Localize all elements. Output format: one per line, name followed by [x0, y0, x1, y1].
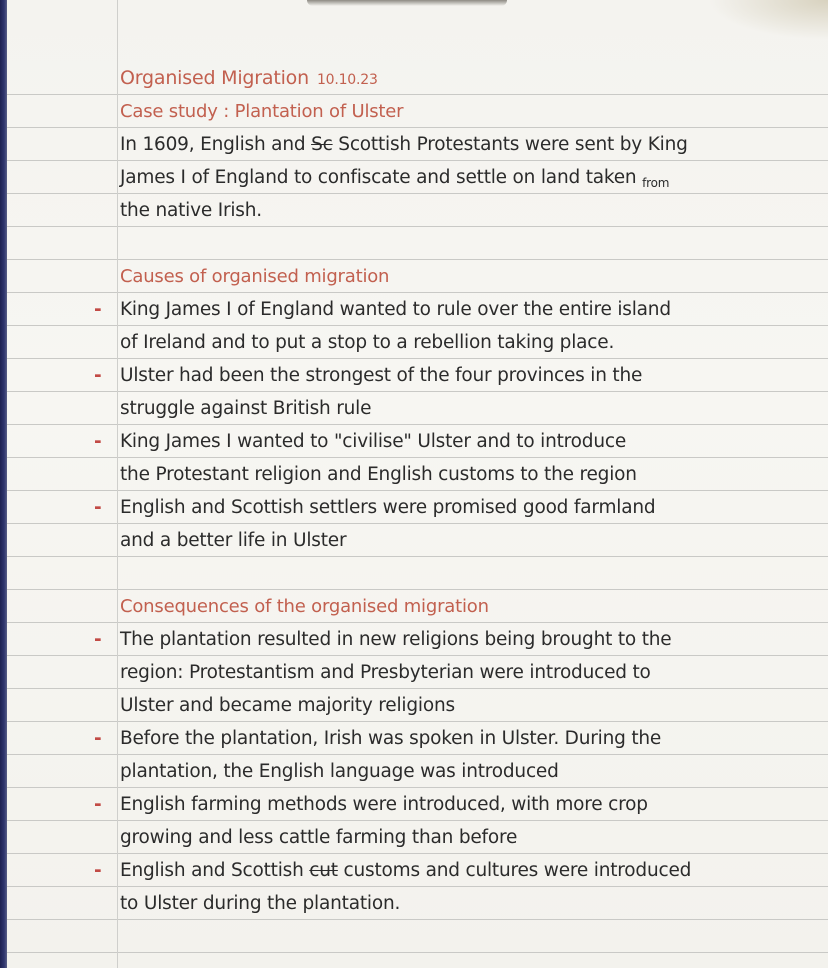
intro-text: Scottish Protestants were sent by King	[332, 134, 688, 155]
subtitle-label: Case study	[120, 101, 218, 122]
consequence-text: to Ulster during the plantation.	[120, 893, 401, 914]
cause-line	[120, 392, 825, 425]
consequences-list	[94, 623, 825, 920]
consequence-text: region: Protestantism and Presbyterian were introduced to	[120, 662, 651, 683]
consequence-line	[120, 689, 825, 722]
cause-item	[94, 293, 825, 359]
subtitle-line	[120, 95, 825, 128]
cause-item	[94, 359, 825, 425]
consequence-text: plantation, the English language was introduced	[120, 761, 559, 782]
consequence-text: The plantation resulted in new religions being brought to the	[120, 629, 672, 650]
dash-bullet: -	[94, 728, 102, 749]
cause-text: the Protestant religion and English customs to the region	[120, 464, 637, 485]
notebook-binding	[0, 0, 7, 968]
subtitle-value: Plantation of Ulster	[234, 101, 404, 122]
consequence-item	[94, 788, 825, 854]
intro-text: James I of England to confiscate and settle on land taken	[120, 167, 637, 188]
consequence-item	[94, 854, 825, 920]
cause-text: English and Scottish settlers were promised good farmland	[120, 497, 656, 518]
consequence-item	[94, 722, 825, 788]
spacer	[120, 557, 825, 590]
consequence-line	[94, 722, 825, 755]
cause-text: of Ireland and to put a stop to a rebellion taking place.	[120, 332, 615, 353]
intro-tail: from	[642, 176, 670, 190]
dash-bullet: -	[94, 365, 102, 386]
consequence-line	[94, 788, 825, 821]
intro-line-1	[120, 128, 825, 161]
consequence-line	[120, 821, 825, 854]
page-corner-shadow	[708, 0, 828, 40]
dash-bullet: -	[94, 629, 102, 650]
consequence-text: English and Scottish	[120, 860, 310, 881]
subtitle-separator: :	[217, 101, 235, 122]
consequence-text: customs and cultures were introduced	[337, 860, 692, 881]
consequence-item	[94, 623, 825, 722]
cause-line	[120, 458, 825, 491]
causes-heading: Causes of organised migration	[120, 266, 390, 287]
dash-bullet: -	[94, 431, 102, 452]
consequence-text: Before the plantation, Irish was spoken in Ulster. During the	[120, 728, 662, 749]
consequences-heading: Consequences of the organised migration	[120, 596, 489, 617]
consequence-line	[94, 623, 825, 656]
notes-content	[94, 62, 825, 920]
consequence-text: growing and less cattle farming than before	[120, 827, 518, 848]
intro-text: In 1609, English and	[120, 134, 312, 155]
causes-list	[94, 293, 825, 557]
cause-line	[94, 359, 825, 392]
cause-text: Ulster had been the strongest of the four provinces in the	[120, 365, 643, 386]
margin-line	[117, 0, 118, 968]
consequence-line	[120, 887, 825, 920]
title-line	[120, 62, 825, 95]
struck-text: Sc	[311, 134, 333, 155]
cause-line	[94, 425, 825, 458]
dash-bullet: -	[94, 860, 102, 881]
cause-line	[94, 293, 825, 326]
dash-bullet: -	[94, 497, 102, 518]
page-top-shadow	[307, 0, 507, 6]
notebook-page	[7, 0, 828, 968]
ruled-line	[7, 952, 828, 953]
cause-text: and a better life in Ulster	[120, 530, 347, 551]
consequence-line	[94, 854, 825, 887]
dash-bullet: -	[94, 299, 102, 320]
cause-text: King James I wanted to "civilise" Ulster and to introduce	[120, 431, 627, 452]
dash-bullet: -	[94, 794, 102, 815]
intro-line-3	[120, 194, 825, 227]
cause-item	[94, 425, 825, 491]
page-title: Organised Migration	[120, 67, 309, 89]
cause-item	[94, 491, 825, 557]
cause-line	[120, 524, 825, 557]
consequence-line	[120, 656, 825, 689]
spacer	[120, 227, 825, 260]
page-date: 10.10.23	[316, 72, 378, 88]
cause-text: struggle against British rule	[120, 398, 372, 419]
cause-line	[94, 491, 825, 524]
consequence-text: English farming methods were introduced, with more crop	[120, 794, 648, 815]
intro-line-2	[120, 161, 825, 194]
consequence-text: Ulster and became majority religions	[120, 695, 455, 716]
intro-text: the native Irish.	[120, 200, 262, 221]
cause-line	[120, 326, 825, 359]
struck-text: cut	[309, 860, 338, 881]
cause-text: King James I of England wanted to rule over the entire island	[120, 299, 671, 320]
consequence-line	[120, 755, 825, 788]
